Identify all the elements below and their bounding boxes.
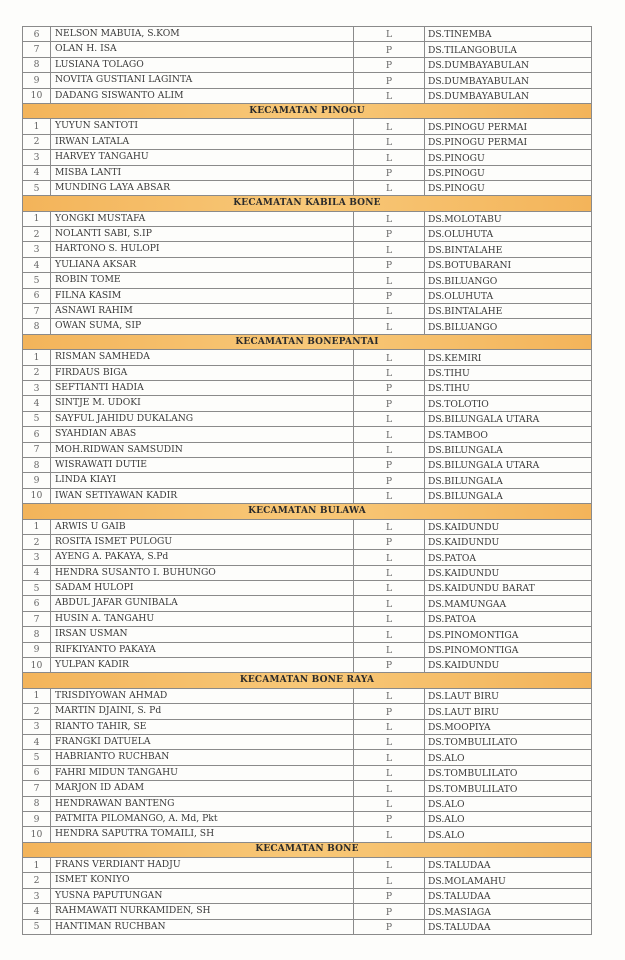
gender: L <box>354 134 425 149</box>
village: DS.DUMBAYABULAN <box>425 73 592 88</box>
gender: P <box>354 919 425 934</box>
row-number: 1 <box>23 350 51 365</box>
village: DS.MOLOTABU <box>425 211 592 226</box>
person-name: HARTONO S. HULOPI <box>51 242 354 257</box>
gender: L <box>354 642 425 657</box>
row-number: 5 <box>23 411 51 426</box>
table-row <box>23 427 592 442</box>
person-name: TRISDIYOWAN AHMAD <box>51 688 354 703</box>
row-number: 3 <box>23 150 51 165</box>
person-name: HUSIN A. TANGAHU <box>51 611 354 626</box>
village: DS.TIHU <box>425 365 592 380</box>
gender: L <box>354 88 425 103</box>
village: DS.TALUDAA <box>425 888 592 903</box>
village: DS.BILUANGO <box>425 273 592 288</box>
person-name: YUSNA PAPUTUNGAN <box>51 888 354 903</box>
row-number: 10 <box>23 88 51 103</box>
person-name: SYAHDIAN ABAS <box>51 427 354 442</box>
table-row <box>23 242 592 257</box>
person-name: IRWAN LATALA <box>51 134 354 149</box>
person-name: MARJON ID ADAM <box>51 781 354 796</box>
person-name: SAYFUL JAHIDU DUKALANG <box>51 411 354 426</box>
village: DS.BILUNGALA UTARA <box>425 457 592 472</box>
gender: L <box>354 565 425 580</box>
village: DS.PINOGU PERMAI <box>425 119 592 134</box>
table-row <box>23 288 592 303</box>
person-name: ISMET KONIYO <box>51 873 354 888</box>
village: DS.ALO <box>425 827 592 842</box>
person-name: SINTJE M. UDOKI <box>51 396 354 411</box>
village: DS.KAIDUNDU <box>425 565 592 580</box>
table-row <box>23 134 592 149</box>
row-number: 6 <box>23 596 51 611</box>
row-number: 4 <box>23 734 51 749</box>
row-number: 5 <box>23 581 51 596</box>
person-name: YONGKI MUSTAFA <box>51 211 354 226</box>
row-number: 3 <box>23 888 51 903</box>
person-name: DADANG SISWANTO ALIM <box>51 88 354 103</box>
participant-table <box>22 26 592 935</box>
table-row <box>23 119 592 134</box>
table-row <box>23 396 592 411</box>
village: DS.TINEMBA <box>425 27 592 42</box>
table-row <box>23 534 592 549</box>
row-number: 3 <box>23 719 51 734</box>
village: DS.ALO <box>425 811 592 826</box>
table-row <box>23 150 592 165</box>
row-number: 4 <box>23 904 51 919</box>
person-name: IWAN SETIYAWAN KADIR <box>51 488 354 503</box>
section-header <box>23 504 592 519</box>
table-row <box>23 211 592 226</box>
section-header <box>23 842 592 857</box>
village: DS.MOLAMAHU <box>425 873 592 888</box>
person-name: HARVEY TANGAHU <box>51 150 354 165</box>
table-row <box>23 165 592 180</box>
section-header <box>23 334 592 349</box>
person-name: ASNAWI RAHIM <box>51 304 354 319</box>
village: DS.PINOGU <box>425 150 592 165</box>
village: DS.LAUT BIRU <box>425 704 592 719</box>
table-row <box>23 73 592 88</box>
village: DS.BINTALAHE <box>425 242 592 257</box>
row-number: 6 <box>23 427 51 442</box>
gender: P <box>354 396 425 411</box>
row-number: 7 <box>23 611 51 626</box>
row-number: 7 <box>23 304 51 319</box>
table-row <box>23 811 592 826</box>
gender: L <box>354 150 425 165</box>
table-row <box>23 658 592 673</box>
village: DS.BINTALAHE <box>425 304 592 319</box>
person-name: RIANTO TAHIR, SE <box>51 719 354 734</box>
gender: L <box>354 858 425 873</box>
person-name: RIFKIYANTO PAKAYA <box>51 642 354 657</box>
person-name: MOH.RIDWAN SAMSUDIN <box>51 442 354 457</box>
gender: L <box>354 550 425 565</box>
table-row <box>23 180 592 195</box>
row-number: 1 <box>23 119 51 134</box>
gender: L <box>354 488 425 503</box>
village: DS.MAMUNGAA <box>425 596 592 611</box>
gender: L <box>354 611 425 626</box>
village: DS.OLUHUTA <box>425 227 592 242</box>
row-number: 4 <box>23 257 51 272</box>
person-name: FRANS VERDIANT HADJU <box>51 858 354 873</box>
table-row <box>23 365 592 380</box>
gender: P <box>354 473 425 488</box>
person-name: FAHRI MIDUN TANGAHU <box>51 765 354 780</box>
gender: L <box>354 350 425 365</box>
village: DS.BILUNGALA <box>425 488 592 503</box>
gender: L <box>354 596 425 611</box>
gender: P <box>354 42 425 57</box>
row-number: 8 <box>23 796 51 811</box>
table-row <box>23 781 592 796</box>
row-number: 2 <box>23 365 51 380</box>
village: DS.KEMIRI <box>425 350 592 365</box>
person-name: LUSIANA TOLAGO <box>51 57 354 72</box>
person-name: YULIANA AKSAR <box>51 257 354 272</box>
person-name: HANTIMAN RUCHBAN <box>51 919 354 934</box>
person-name: MUNDING LAYA ABSAR <box>51 180 354 195</box>
person-name: IRSAN USMAN <box>51 627 354 642</box>
gender: L <box>354 688 425 703</box>
table-row <box>23 596 592 611</box>
table-row <box>23 411 592 426</box>
row-number: 7 <box>23 781 51 796</box>
row-number: 8 <box>23 57 51 72</box>
gender: L <box>354 427 425 442</box>
village: DS.TOMBULILATO <box>425 765 592 780</box>
table-row <box>23 319 592 334</box>
row-number: 6 <box>23 27 51 42</box>
gender: L <box>354 119 425 134</box>
row-number: 9 <box>23 473 51 488</box>
village: DS.BILUANGO <box>425 319 592 334</box>
gender: P <box>354 888 425 903</box>
table-row <box>23 627 592 642</box>
person-name: ROBIN TOME <box>51 273 354 288</box>
person-name: SEFTIANTI HADIA <box>51 380 354 395</box>
row-number: 2 <box>23 227 51 242</box>
table-row <box>23 27 592 42</box>
gender: L <box>354 873 425 888</box>
section-header <box>23 196 592 211</box>
row-number: 9 <box>23 73 51 88</box>
gender: P <box>354 534 425 549</box>
row-number: 2 <box>23 134 51 149</box>
village: DS.TALUDAA <box>425 858 592 873</box>
person-name: HENDRA SAPUTRA TOMAILI, SH <box>51 827 354 842</box>
gender: P <box>354 288 425 303</box>
village: DS.ALO <box>425 796 592 811</box>
section-title: KECAMATAN PINOGU <box>23 103 592 118</box>
village: DS.PINOGU <box>425 165 592 180</box>
row-number: 8 <box>23 319 51 334</box>
table-row <box>23 919 592 934</box>
table-row <box>23 765 592 780</box>
table-row <box>23 304 592 319</box>
village: DS.DUMBAYABULAN <box>425 57 592 72</box>
row-number: 3 <box>23 550 51 565</box>
gender: L <box>354 734 425 749</box>
village: DS.MOOPIYA <box>425 719 592 734</box>
person-name: ROSITA ISMET PULOGU <box>51 534 354 549</box>
table-row <box>23 88 592 103</box>
table-row <box>23 611 592 626</box>
village: DS.KAIDUNDU <box>425 519 592 534</box>
row-number: 6 <box>23 288 51 303</box>
section-title: KECAMATAN BULAWA <box>23 504 592 519</box>
table-row <box>23 719 592 734</box>
row-number: 5 <box>23 180 51 195</box>
person-name: NELSON MABUIA, S.KOM <box>51 27 354 42</box>
row-number: 2 <box>23 704 51 719</box>
row-number: 5 <box>23 273 51 288</box>
row-number: 7 <box>23 442 51 457</box>
row-number: 6 <box>23 765 51 780</box>
row-number: 2 <box>23 534 51 549</box>
village: DS.LAUT BIRU <box>425 688 592 703</box>
section-title: KECAMATAN BONE <box>23 842 592 857</box>
village: DS.PINOGU <box>425 180 592 195</box>
row-number: 4 <box>23 165 51 180</box>
village: DS.BILUNGALA <box>425 442 592 457</box>
table-row <box>23 257 592 272</box>
person-name: OLAN H. ISA <box>51 42 354 57</box>
gender: L <box>354 27 425 42</box>
village: DS.TOLOTIO <box>425 396 592 411</box>
village: DS.PATOA <box>425 611 592 626</box>
gender: P <box>354 380 425 395</box>
row-number: 10 <box>23 827 51 842</box>
gender: L <box>354 627 425 642</box>
village: DS.ALO <box>425 750 592 765</box>
village: DS.PINOMONTIGA <box>425 642 592 657</box>
table-row <box>23 519 592 534</box>
village: DS.OLUHUTA <box>425 288 592 303</box>
gender: L <box>354 304 425 319</box>
gender: L <box>354 581 425 596</box>
table-row <box>23 57 592 72</box>
gender: P <box>354 57 425 72</box>
village: DS.BILUNGALA <box>425 473 592 488</box>
village: DS.BILUNGALA UTARA <box>425 411 592 426</box>
village: DS.KAIDUNDU BARAT <box>425 581 592 596</box>
person-name: OWAN SUMA, SIP <box>51 319 354 334</box>
row-number: 7 <box>23 42 51 57</box>
person-name: HENDRAWAN BANTENG <box>51 796 354 811</box>
gender: L <box>354 781 425 796</box>
person-name: HABRIANTO RUCHBAN <box>51 750 354 765</box>
table-row <box>23 827 592 842</box>
gender: P <box>354 658 425 673</box>
table-row <box>23 734 592 749</box>
row-number: 9 <box>23 642 51 657</box>
person-name: NOVITA GUSTIANI LAGINTA <box>51 73 354 88</box>
table-row <box>23 873 592 888</box>
person-name: FILNA KASIM <box>51 288 354 303</box>
person-name: YULPAN KADIR <box>51 658 354 673</box>
village: DS.TOMBULILATO <box>425 781 592 796</box>
person-name: NOLANTI SABI, S.IP <box>51 227 354 242</box>
row-number: 1 <box>23 858 51 873</box>
village: DS.TOMBULILATO <box>425 734 592 749</box>
village: DS.PINOMONTIGA <box>425 627 592 642</box>
row-number: 8 <box>23 627 51 642</box>
village: DS.BOTUBARANI <box>425 257 592 272</box>
table-row <box>23 273 592 288</box>
row-number: 1 <box>23 211 51 226</box>
row-number: 8 <box>23 457 51 472</box>
section-header <box>23 103 592 118</box>
table-row <box>23 704 592 719</box>
table-row <box>23 565 592 580</box>
gender: L <box>354 442 425 457</box>
gender: L <box>354 242 425 257</box>
table-row <box>23 380 592 395</box>
village: DS.KAIDUNDU <box>425 534 592 549</box>
village: DS.MASIAGA <box>425 904 592 919</box>
table-row <box>23 457 592 472</box>
row-number: 10 <box>23 658 51 673</box>
gender: L <box>354 827 425 842</box>
table-row <box>23 858 592 873</box>
table-row <box>23 581 592 596</box>
person-name: MARTIN DJAINI, S. Pd <box>51 704 354 719</box>
person-name: YUYUN SANTOTI <box>51 119 354 134</box>
person-name: AYENG A. PAKAYA, S.Pd <box>51 550 354 565</box>
row-number: 3 <box>23 242 51 257</box>
person-name: FIRDAUS BIGA <box>51 365 354 380</box>
table-row <box>23 473 592 488</box>
person-name: RISMAN SAMHEDA <box>51 350 354 365</box>
gender: L <box>354 211 425 226</box>
person-name: PATMITA PILOMANGO, A. Md, Pkt <box>51 811 354 826</box>
gender: P <box>354 457 425 472</box>
village: DS.TILANGOBULA <box>425 42 592 57</box>
table-row <box>23 904 592 919</box>
gender: L <box>354 365 425 380</box>
person-name: MISBA LANTI <box>51 165 354 180</box>
gender: P <box>354 165 425 180</box>
row-number: 4 <box>23 565 51 580</box>
village: DS.KAIDUNDU <box>425 658 592 673</box>
person-name: HENDRA SUSANTO I. BUHUNGO <box>51 565 354 580</box>
row-number: 3 <box>23 380 51 395</box>
section-title: KECAMATAN BONEPANTAI <box>23 334 592 349</box>
gender: P <box>354 257 425 272</box>
gender: P <box>354 811 425 826</box>
village: DS.PATOA <box>425 550 592 565</box>
gender: P <box>354 904 425 919</box>
table-row <box>23 350 592 365</box>
gender: P <box>354 227 425 242</box>
person-name: LINDA KIAYI <box>51 473 354 488</box>
gender: L <box>354 765 425 780</box>
table-row <box>23 42 592 57</box>
village: DS.PINOGU PERMAI <box>425 134 592 149</box>
person-name: FRANGKI DATUELA <box>51 734 354 749</box>
table-row <box>23 442 592 457</box>
person-name: ABDUL JAFAR GUNIBALA <box>51 596 354 611</box>
row-number: 4 <box>23 396 51 411</box>
gender: L <box>354 519 425 534</box>
table-row <box>23 550 592 565</box>
section-header <box>23 673 592 688</box>
row-number: 9 <box>23 811 51 826</box>
gender: L <box>354 411 425 426</box>
person-name: ARWIS U GAIB <box>51 519 354 534</box>
table-row <box>23 227 592 242</box>
row-number: 5 <box>23 919 51 934</box>
section-title: KECAMATAN KABILA BONE <box>23 196 592 211</box>
person-name: SADAM HULOPI <box>51 581 354 596</box>
person-name: RAHMAWATI NURKAMIDEN, SH <box>51 904 354 919</box>
table-row <box>23 688 592 703</box>
gender: L <box>354 273 425 288</box>
gender: L <box>354 750 425 765</box>
village: DS.TAMBOO <box>425 427 592 442</box>
row-number: 1 <box>23 519 51 534</box>
table-row <box>23 642 592 657</box>
section-title: KECAMATAN BONE RAYA <box>23 673 592 688</box>
gender: L <box>354 719 425 734</box>
table-row <box>23 888 592 903</box>
gender: P <box>354 704 425 719</box>
person-name: WISRAWATI DUTIE <box>51 457 354 472</box>
table-row <box>23 750 592 765</box>
village: DS.TIHU <box>425 380 592 395</box>
row-number: 1 <box>23 688 51 703</box>
table-row <box>23 488 592 503</box>
row-number: 10 <box>23 488 51 503</box>
gender: L <box>354 180 425 195</box>
gender: L <box>354 796 425 811</box>
row-number: 2 <box>23 873 51 888</box>
village: DS.DUMBAYABULAN <box>425 88 592 103</box>
row-number: 5 <box>23 750 51 765</box>
gender: L <box>354 319 425 334</box>
table-row <box>23 796 592 811</box>
gender: P <box>354 73 425 88</box>
village: DS.TALUDAA <box>425 919 592 934</box>
